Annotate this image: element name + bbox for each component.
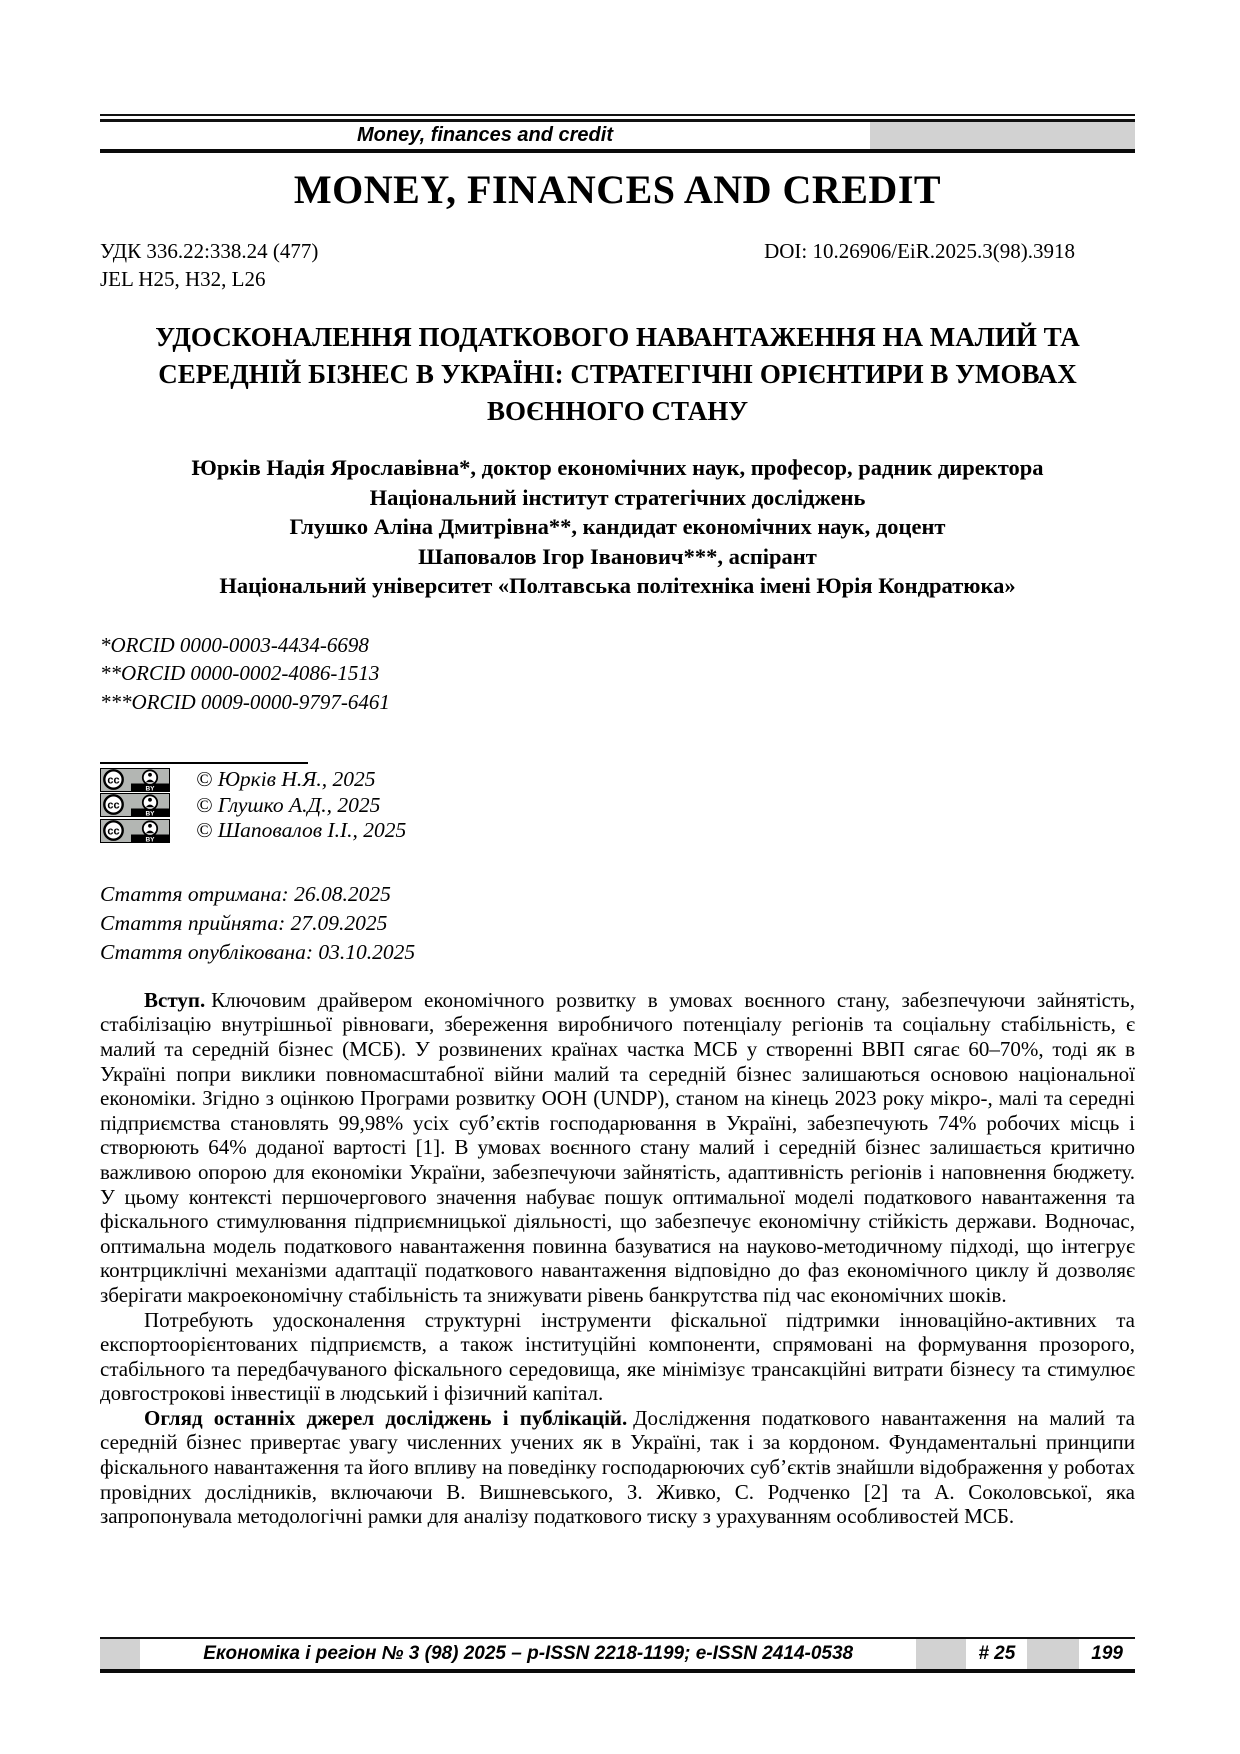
svg-text:cc: cc	[107, 825, 120, 838]
svg-text:BY: BY	[145, 785, 155, 792]
svg-text:BY: BY	[145, 810, 155, 818]
affiliation-line: Національний інститут стратегічних досліджень	[369, 484, 866, 510]
cc-by-license-icon	[100, 793, 170, 817]
date-accepted: Стаття прийнята: 27.09.2025	[100, 910, 388, 935]
authors-block	[100, 453, 1135, 601]
author-line: Глушко Аліна Дмитрівна**, кандидат економічних наук, доцент	[289, 514, 946, 539]
orcid-block	[100, 631, 1135, 717]
article-meta	[100, 237, 1135, 293]
date-received: Стаття отримана: 26.08.2025	[100, 881, 391, 906]
cc-by-license-icon	[100, 819, 170, 843]
doi-code: DOI: 10.26906/EiR.2025.3(98).3918	[764, 239, 1075, 263]
footer-page-number: 199	[1091, 1643, 1123, 1664]
paragraph-lead: Огляд останніх джерел досліджень і публікацій.	[144, 1405, 628, 1430]
running-head-bottom-rule	[100, 149, 1135, 153]
footer-gray-block	[916, 1639, 966, 1669]
footer-bottom-rule	[100, 1669, 1135, 1673]
footer-bar	[100, 1639, 1135, 1669]
udc-code: УДК 336.22:338.24 (477)	[100, 239, 319, 263]
copyright-block	[100, 767, 1135, 844]
copyright-row	[100, 793, 1135, 819]
running-head-bar	[100, 122, 1135, 149]
running-head	[100, 114, 1135, 153]
paragraph-lead: Вступ.	[144, 987, 206, 1012]
svg-text:BY: BY	[145, 836, 155, 843]
footer-gray-block	[1027, 1639, 1079, 1669]
paragraph: Потребують удосконалення структурні інструменти фіскальної підтримки інноваційно-активних та експортоорієнтованих підприємств, а також інституційні компоненти, спрямовані на формування прозорого, стабільного та передбачуваного фіскального середовища, яке мінімізує трансакційні витрати бізнесу та стимулює довгострокові інвестиції в людський і фізичний капітал.	[100, 1307, 1135, 1406]
footer-journal-line: Економіка і регіон № 3 (98) 2025 – p-ISSN 2218-1199; e-ISSN 2414-0538	[203, 1643, 854, 1664]
cc-by-license-icon	[100, 768, 170, 792]
section-title: MONEY, FINANCES AND CREDIT	[293, 167, 942, 212]
date-published: Стаття опублікована: 03.10.2025	[100, 939, 416, 964]
svg-text:cc: cc	[107, 774, 120, 787]
paragraph-introduction: Вступ. Ключовим драйвером економічного розвитку в умовах воєнного стану, забезпечуючи зайнятість, стабілізацію внутрішньої рівноваги, збереження виробничого потенціалу регіонів та соціальну стабільність, є малий та середній бізнес (МСБ). У розвинених країнах частка МСБ у створенні ВВП сягає 60–70%, тоді як в Україні попри виклики повномасштабної війни малий та середній бізнес залишаються основою національної економіки. Згідно з оцінкою Програми розвитку ООН (UNDP), станом на кінець 2023 року мікро-, малі та середні підприємства становлять 99,98% усіх суб’єктів господарювання в Україні, забезпечують 74% робочих місць і створюють 64% доданої вартості [1]. В умовах воєнного стану малий і середній бізнес залишається критично важливою опорою для економіки України, забезпечуючи зайнятість, адаптивність регіонів і наповнення бюджету. У цьому контексті першочергового значення набуває пошук оптимальної моделі податкового навантаження та фіскального стимулювання підприємницької діяльності, що забезпечує економічну стійкість держави. Водночас, оптимальна модель податкового навантаження повинна базуватися на науково-методичному підході, що інтегрує контрциклічні механізми адаптації податкового навантаження відповідно до фаз економічного циклу й дозволяє зберігати макроекономічну стабільність та знижувати рівень банкрутства під час економічних шоків.	[100, 987, 1135, 1307]
footer-issue-mark: # 25	[978, 1643, 1016, 1664]
copyright-line: © Шаповалов І.І., 2025	[196, 818, 407, 843]
article-body	[100, 988, 1135, 1529]
page-footer	[100, 1637, 1135, 1673]
article-title: УДОСКОНАЛЕННЯ ПОДАТКОВОГО НАВАНТАЖЕННЯ НА МАЛИЙ ТА СЕРЕДНІЙ БІЗНЕС В УКРАЇНІ: СТРАТЕГІЧНІ ОРІЄНТИРИ В УМОВАХ ВОЄННОГО СТАНУ	[155, 322, 1080, 426]
footnote-rule	[100, 762, 308, 764]
running-head-title: Money, finances and credit	[357, 124, 613, 146]
article-dates	[100, 880, 1135, 967]
author-line: Шаповалов Ігор Іванович***, аспірант	[418, 543, 817, 569]
affiliation-line: Національний університет «Полтавська політехніка імені Юрія Кондратюка»	[219, 573, 1016, 598]
jel-codes: JEL H25, H32, L26	[100, 267, 266, 291]
copyright-row	[100, 767, 1135, 793]
copyright-row	[100, 818, 1135, 844]
running-head-gray-block	[870, 122, 1135, 149]
paragraph-literature-review: Огляд останніх джерел досліджень і публікацій. Дослідження податкового навантаження на малий та середній бізнес привертає увагу численних учених як в Україні, так і за кордоном. Фундаментальні принципи фіскального навантаження та його впливу на поведінку господарюючих суб’єктів знайшли відображення у роботах провідних дослідників, включаючи В. Вишневського, З. Живко, С. Родченко [2] та А. Соколовської, яка запропонувала методологічні рамки для аналізу податкового тиску з урахуванням особливостей МСБ.	[100, 1405, 1135, 1529]
copyright-line: © Глушко А.Д., 2025	[196, 792, 381, 817]
orcid-line: *ORCID 0000-0003-4434-6698	[100, 632, 369, 657]
author-line: Юрків Надія Ярославівна*, доктор економічних наук, професор, радник директора	[191, 455, 1044, 480]
orcid-line: ***ORCID 0009-0000-9797-6461	[100, 689, 390, 714]
orcid-line: **ORCID 0000-0002-4086-1513	[100, 661, 380, 685]
copyright-line: © Юрків Н.Я., 2025	[196, 767, 376, 792]
footer-gray-block	[100, 1639, 140, 1669]
svg-text:cc: cc	[107, 799, 120, 812]
